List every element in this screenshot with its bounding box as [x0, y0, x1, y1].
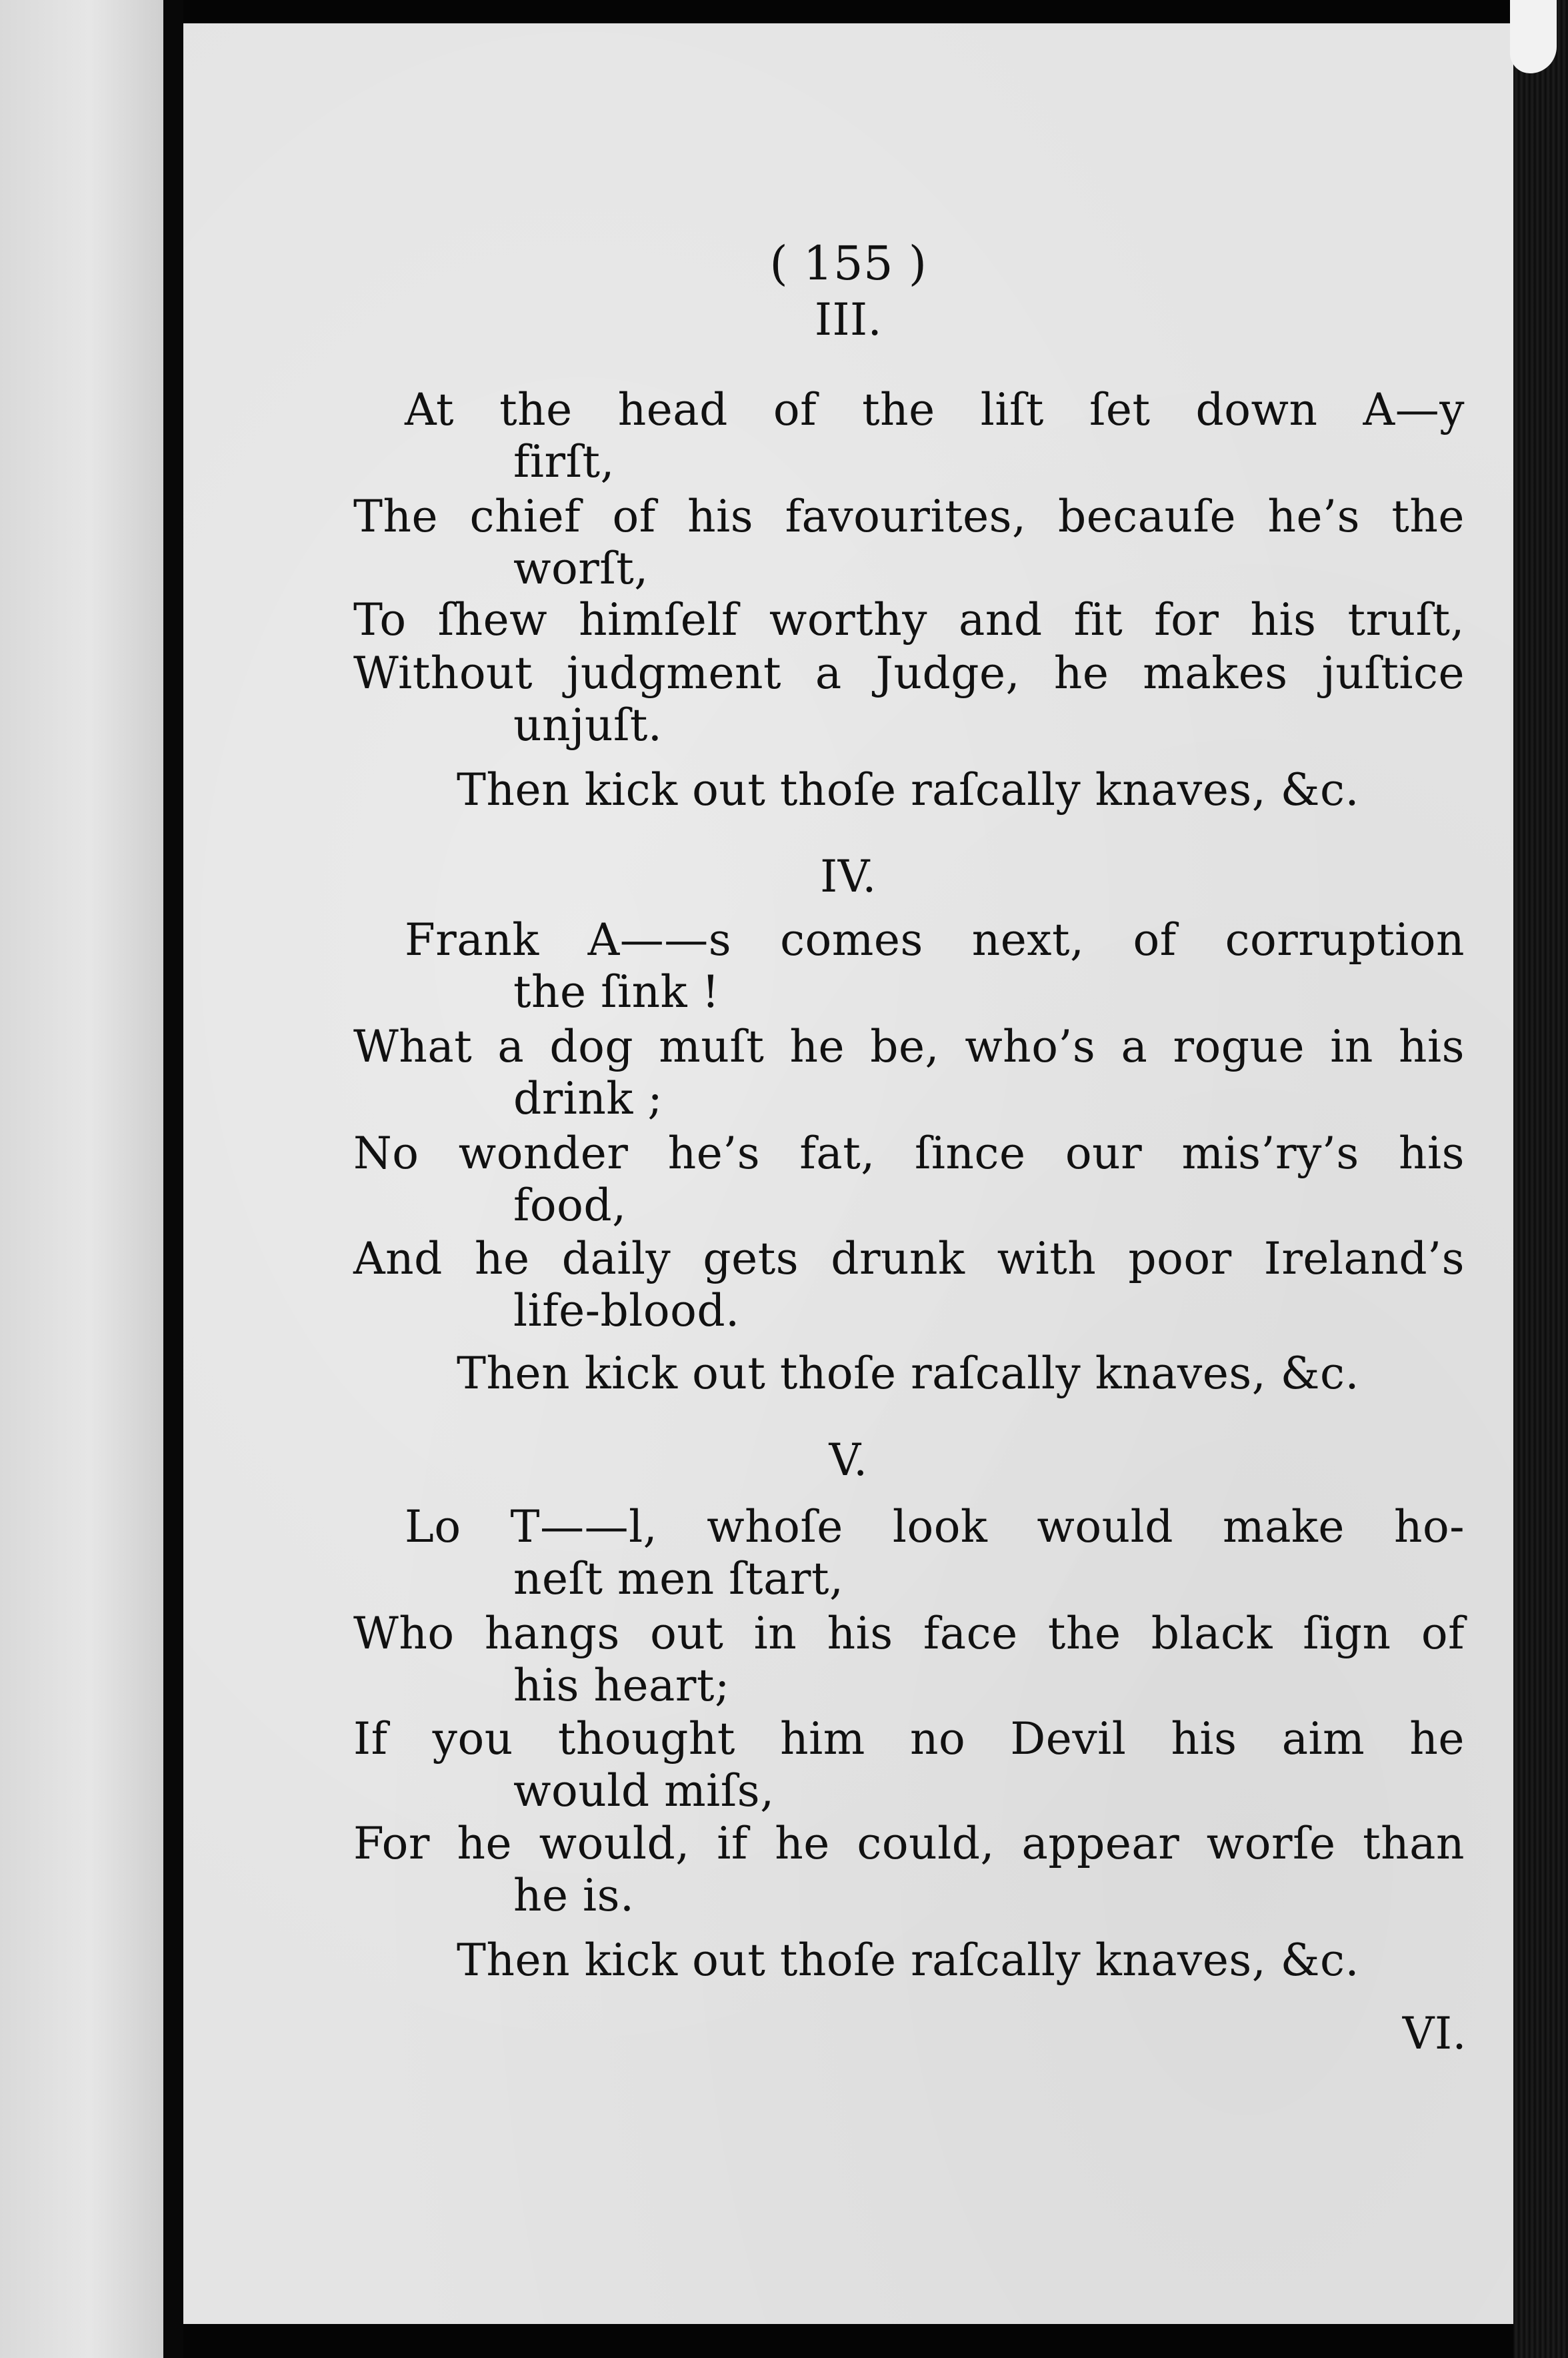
verse-line: life-blood.	[513, 1285, 740, 1336]
verse-line: drink ;	[513, 1073, 663, 1124]
verse-line: No wonder he’s fat, ſince our mis’ry’s his	[353, 1128, 1465, 1179]
verse-line: At the head of the liſt ſet down A—y	[405, 384, 1465, 435]
verse-line: the ſink !	[513, 966, 720, 1018]
verse-line: unjuſt.	[513, 700, 663, 751]
book-page	[183, 23, 1513, 2324]
verse-line: would miſs,	[513, 1765, 775, 1817]
page-stack-edge	[1513, 0, 1568, 2358]
stanza-numeral: IV.	[820, 851, 877, 902]
verse-line: firſt,	[513, 436, 615, 487]
verse-line: What a dog muſt he be, who’s a rogue in his	[353, 1021, 1465, 1072]
refrain-line: Then kick out thoſe raſcally knaves, &c.	[457, 764, 1359, 816]
verse-line: food,	[513, 1180, 627, 1231]
verse-line: worſt,	[513, 543, 649, 594]
book-gutter	[163, 0, 183, 2358]
verse-line: If you thought him no Devil his aim he	[353, 1713, 1465, 1764]
refrain-line: Then kick out thoſe raſcally knaves, &c.	[457, 1935, 1359, 1986]
verse-line: he is.	[513, 1870, 635, 1921]
verse-line: The chief of his favourites, becauſe he’s the	[353, 491, 1465, 542]
verse-line: neſt men ſtart,	[513, 1553, 844, 1604]
catchword: VI.	[1402, 2008, 1467, 2059]
refrain-line: Then kick out thoſe raſcally knaves, &c.	[457, 1348, 1359, 1399]
facing-page-edge	[0, 0, 163, 2358]
verse-line: Who hangs out in his face the black ſign of	[353, 1608, 1465, 1659]
verse-line: Without judgment a Judge, he makes juſtice	[353, 648, 1465, 699]
verse-line: Lo T——l, whoſe look would make ho-	[405, 1501, 1465, 1552]
verse-line: And he daily gets drunk with poor Ireland’s	[353, 1233, 1465, 1284]
verse-line: For he would, if he could, appear worſe than	[353, 1818, 1465, 1869]
verse-line: his heart;	[513, 1660, 730, 1711]
stanza-numeral: III.	[814, 294, 883, 345]
page-number: ( 155 )	[769, 236, 927, 291]
verse-line: Frank A——s comes next, of corruption	[405, 914, 1465, 966]
verse-line: To ſhew himſelf worthy and fit for his truſt,	[353, 594, 1465, 646]
torn-corner	[1510, 0, 1557, 73]
stanza-numeral: V.	[829, 1434, 868, 1486]
